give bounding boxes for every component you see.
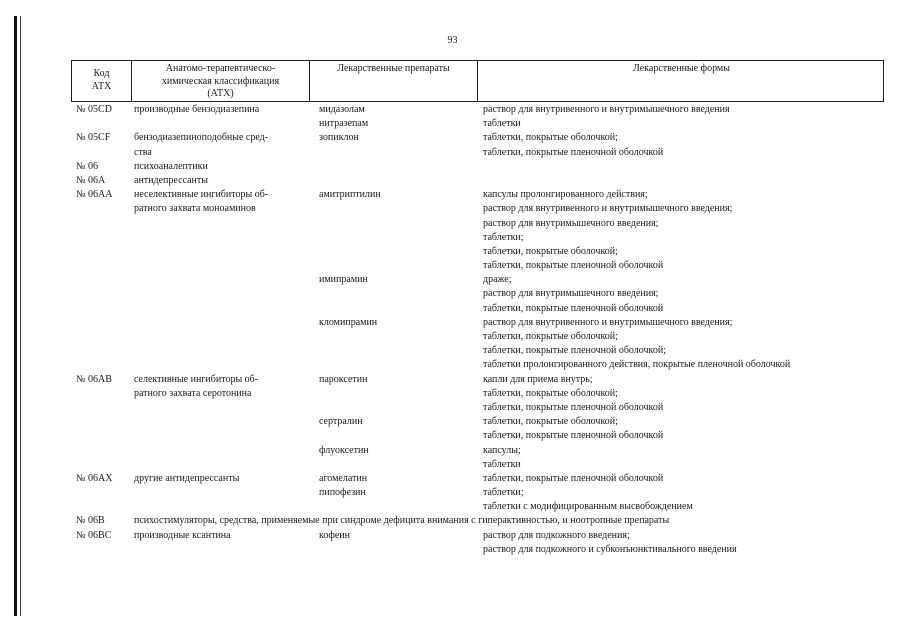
classification-cell: ства <box>134 146 152 158</box>
form-cell: таблетки, покрытые пленочной оболочкой <box>483 260 664 272</box>
drug-cell: сертралин <box>319 416 363 428</box>
form-cell: таблетки, покрытые пленочной оболочкой <box>483 401 664 413</box>
atc-code-cell: № 06A <box>76 174 106 186</box>
drug-cell: флуоксетин <box>319 444 369 456</box>
table-row <box>0 316 905 330</box>
table-row <box>0 273 905 287</box>
header-drugs <box>309 61 477 101</box>
table-row <box>0 415 905 429</box>
form-cell: таблетки <box>483 458 521 470</box>
table-row <box>0 188 905 202</box>
form-cell: таблетки, покрытые пленочной оболочкой <box>483 146 664 158</box>
table-row <box>0 373 905 387</box>
table-row <box>0 202 905 216</box>
drug-cell: агомелатин <box>319 472 368 484</box>
classification-cell: ратного захвата моноаминов <box>134 203 256 215</box>
table-row <box>0 529 905 543</box>
table-header <box>71 60 884 102</box>
form-cell: драже; <box>483 274 512 286</box>
table-row <box>0 259 905 273</box>
classification-cell: селективные ингибиторы об- <box>134 373 259 385</box>
table-row <box>0 160 905 174</box>
table-row <box>0 444 905 458</box>
classification-cell: ратного захвата серотонина <box>134 387 252 399</box>
form-cell: раствор для внутримышечного введения; <box>483 217 659 229</box>
atc-code-cell: № 06AB <box>76 373 112 385</box>
classification-cell: бензодиазепиноподобные сред- <box>134 132 269 144</box>
table-row <box>0 472 905 486</box>
form-cell: таблетки, покрытые оболочкой; <box>483 132 618 144</box>
drug-cell: нитразепам <box>319 118 369 130</box>
header-drugs-text: Лекарственные препараты <box>337 63 450 74</box>
atc-code-cell: № 06AX <box>76 472 113 484</box>
table-row <box>0 486 905 500</box>
classification-cell: производные ксантина <box>134 529 231 541</box>
atc-code-cell: № 06BC <box>76 529 112 541</box>
drug-cell: кофеин <box>319 529 350 541</box>
table-body <box>0 103 905 557</box>
classification-cell: неселективные ингибиторы об- <box>134 189 269 201</box>
header-forms-text: Лекарственные формы <box>633 63 730 74</box>
atc-code-cell: № 05CD <box>76 104 112 115</box>
form-cell: таблетки, покрытые оболочкой; <box>483 331 618 342</box>
form-cell: таблетки; <box>483 487 524 499</box>
table-row <box>0 174 905 188</box>
form-cell: раствор для внутривенного и внутримышечного введения <box>483 104 730 115</box>
table-row <box>0 103 905 117</box>
classification-cell: психостимуляторы, средства, применяемые при синдроме дефицита внимания с гиперактивностью, и ноотропные препараты <box>134 515 670 527</box>
form-cell: раствор для подкожного и субконъюнктивального введения <box>483 543 737 555</box>
header-code <box>72 61 131 101</box>
atc-code-cell: № 05CF <box>76 132 111 144</box>
table-row <box>0 429 905 443</box>
form-cell: таблетки, покрытые оболочкой; <box>483 245 618 257</box>
table-row <box>0 231 905 245</box>
header-classification <box>131 61 309 101</box>
header-classification-text: Анатомо-терапевтическо- химическая классификация (АТХ) <box>161 63 280 99</box>
table-row <box>0 287 905 301</box>
drug-cell: мидазолам <box>319 104 365 115</box>
form-cell: раствор для внутривенного и внутримышечного введения; <box>483 203 733 215</box>
form-cell: таблетки пролонгированного действия, покрытые пленочной оболочкой <box>483 359 791 371</box>
form-cell: таблетки, покрытые пленочной оболочкой <box>483 302 664 314</box>
table-row <box>0 302 905 316</box>
table-row <box>0 344 905 358</box>
table-row <box>0 217 905 231</box>
page-number: 93 <box>447 35 458 46</box>
header-code-text: Код АТХ <box>91 68 112 92</box>
classification-cell: другие антидепрессанты <box>134 472 240 484</box>
table-row <box>0 401 905 415</box>
table-row <box>0 358 905 372</box>
table-row <box>0 245 905 259</box>
form-cell: капсулы пролонгированного действия; <box>483 189 648 201</box>
classification-cell: производные бензодиазепина <box>134 104 260 115</box>
drug-cell: пароксетин <box>319 373 368 385</box>
form-cell: раствор для подкожного введения; <box>483 529 630 541</box>
form-cell: капсулы; <box>483 444 521 456</box>
table-row <box>0 514 905 528</box>
form-cell: таблетки, покрытые пленочной оболочкой <box>483 472 664 484</box>
form-cell: таблетки с модифицированным высвобождением <box>483 501 693 513</box>
table-row <box>0 131 905 145</box>
form-cell: таблетки <box>483 118 521 130</box>
form-cell: таблетки; <box>483 231 524 243</box>
form-cell: капли для приема внутрь; <box>483 373 593 385</box>
drug-cell: кломипрамин <box>319 316 378 328</box>
drug-cell: амитриптилин <box>319 189 381 201</box>
form-cell: таблетки, покрытые пленочной оболочкой; <box>483 345 667 357</box>
table-row <box>0 330 905 344</box>
atc-code-cell: № 06B <box>76 515 105 527</box>
form-cell: таблетки, покрытые пленочной оболочкой <box>483 430 664 442</box>
form-cell: раствор для внутривенного и внутримышечного введения; <box>483 316 733 328</box>
form-cell: таблетки, покрытые оболочкой; <box>483 387 618 399</box>
table-row <box>0 387 905 401</box>
drug-cell: зопиклон <box>319 132 359 144</box>
drug-cell: имипрамин <box>319 274 368 286</box>
classification-cell: психоаналептики <box>134 160 208 172</box>
atc-code-cell: № 06 <box>76 160 99 172</box>
header-forms <box>477 61 885 101</box>
classification-cell: антидепрессанты <box>134 174 208 186</box>
table-row <box>0 117 905 131</box>
form-cell: раствор для внутримышечного введения; <box>483 288 659 300</box>
form-cell: таблетки, покрытые оболочкой; <box>483 416 618 428</box>
table-row <box>0 543 905 557</box>
table-row <box>0 500 905 514</box>
table-row <box>0 458 905 472</box>
table-row <box>0 146 905 160</box>
drug-cell: пипофезин <box>319 487 366 499</box>
atc-code-cell: № 06AA <box>76 189 113 201</box>
